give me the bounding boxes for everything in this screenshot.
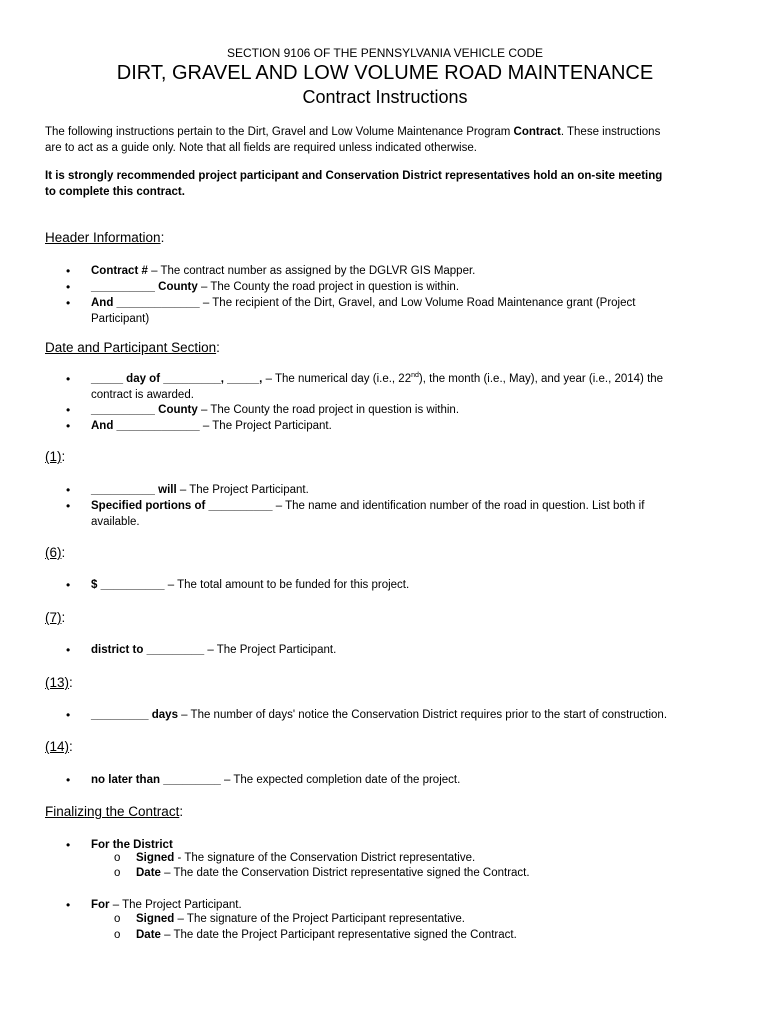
bullet-icon: •: [66, 838, 71, 852]
recommendation-line2: to complete this contract.: [45, 186, 185, 198]
intro-contract-word: Contract: [513, 126, 561, 138]
bullet-icon: •: [66, 296, 71, 310]
section-1-heading: (1):: [45, 449, 66, 464]
sub-bullet-icon: o: [114, 913, 121, 925]
list-item: _____ day of _________, _____, – The numerical day (i.e., 22nd), the month (i.e., May), and year (i.e., 2014) the contract is awarded.: [91, 372, 664, 401]
bullet-icon: •: [66, 419, 71, 433]
header-info-heading: Header Information:: [45, 230, 165, 245]
finalizing-heading: Finalizing the Contract:: [45, 804, 184, 819]
section-13-heading: (13):: [45, 675, 73, 690]
list-item: __________ will – The Project Participant.: [91, 484, 309, 496]
bullet-icon: •: [66, 499, 71, 513]
section-6-heading: (6):: [45, 545, 66, 560]
date-section-heading: Date and Participant Section:: [45, 340, 220, 355]
section-14-heading: (14):: [45, 739, 73, 754]
section-7-heading: (7):: [45, 610, 66, 625]
sub-bullet-icon: o: [114, 852, 121, 864]
list-item: $ __________ – The total amount to be funded for this project.: [91, 579, 410, 591]
sub-list-item: Date – The date the Project Participant representative signed the Contract.: [136, 929, 517, 941]
list-item: And _____________ – The recipient of the Dirt, Gravel, and Low Volume Road Maintenance grant (Project Participant): [91, 297, 636, 325]
intro-text: The following instructions pertain to the Dirt, Gravel and Low Volume Maintenance Program: [45, 126, 514, 138]
sub-bullet-icon: o: [114, 867, 121, 879]
document-subtitle: Contract Instructions: [302, 87, 468, 107]
bullet-icon: •: [66, 773, 71, 787]
bullet-icon: •: [66, 898, 71, 912]
intro-paragraph: [45, 124, 735, 156]
document-title: DIRT, GRAVEL AND LOW VOLUME ROAD MAINTENANCE: [116, 62, 654, 84]
list-item: Specified portions of __________ – The name and identification number of the road in question. List both if available.: [91, 500, 645, 528]
sub-list-item: Date – The date the Conservation District representative signed the Contract.: [136, 867, 530, 879]
section-kicker: SECTION 9106 OF THE PENNSYLVANIA VEHICLE CODE: [226, 46, 544, 60]
list-item: no later than _________ – The expected completion date of the project.: [91, 774, 461, 786]
bullet-icon: •: [66, 643, 71, 657]
recommendation-line1: It is strongly recommended project participant and Conservation District representatives hold an on-site meeting: [45, 170, 663, 182]
bullet-icon: •: [66, 578, 71, 592]
sub-list-item: Signed – The signature of the Project Participant representative.: [136, 913, 465, 925]
bullet-icon: •: [66, 280, 71, 294]
list-item: For – The Project Participant.: [91, 899, 242, 911]
list-item: Contract # – The contract number as assigned by the DGLVR GIS Mapper.: [91, 265, 476, 277]
bullet-icon: •: [66, 372, 71, 386]
list-item: _________ days – The number of days' notice the Conservation District requires prior to the start of construction.: [91, 709, 668, 721]
recommendation-paragraph: [45, 168, 735, 200]
list-item: __________ County – The County the road project in question is within.: [91, 404, 460, 416]
bullet-icon: •: [66, 708, 71, 722]
list-item: And _____________ – The Project Participant.: [91, 420, 332, 432]
bullet-icon: •: [66, 264, 71, 278]
list-item: district to _________ – The Project Participant.: [91, 644, 337, 656]
bullet-icon: •: [66, 483, 71, 497]
sub-list-item: Signed - The signature of the Conservation District representative.: [136, 852, 476, 864]
bullet-icon: •: [66, 403, 71, 417]
intro-text-line2: are to act as a guide only. Note that all fields are required unless indicated otherwise.: [45, 142, 477, 154]
intro-text-end: . These instructions: [560, 126, 661, 138]
list-item: __________ County – The County the road project in question is within.: [91, 281, 460, 293]
list-item: For the District: [91, 839, 173, 851]
sub-bullet-icon: o: [114, 929, 121, 941]
